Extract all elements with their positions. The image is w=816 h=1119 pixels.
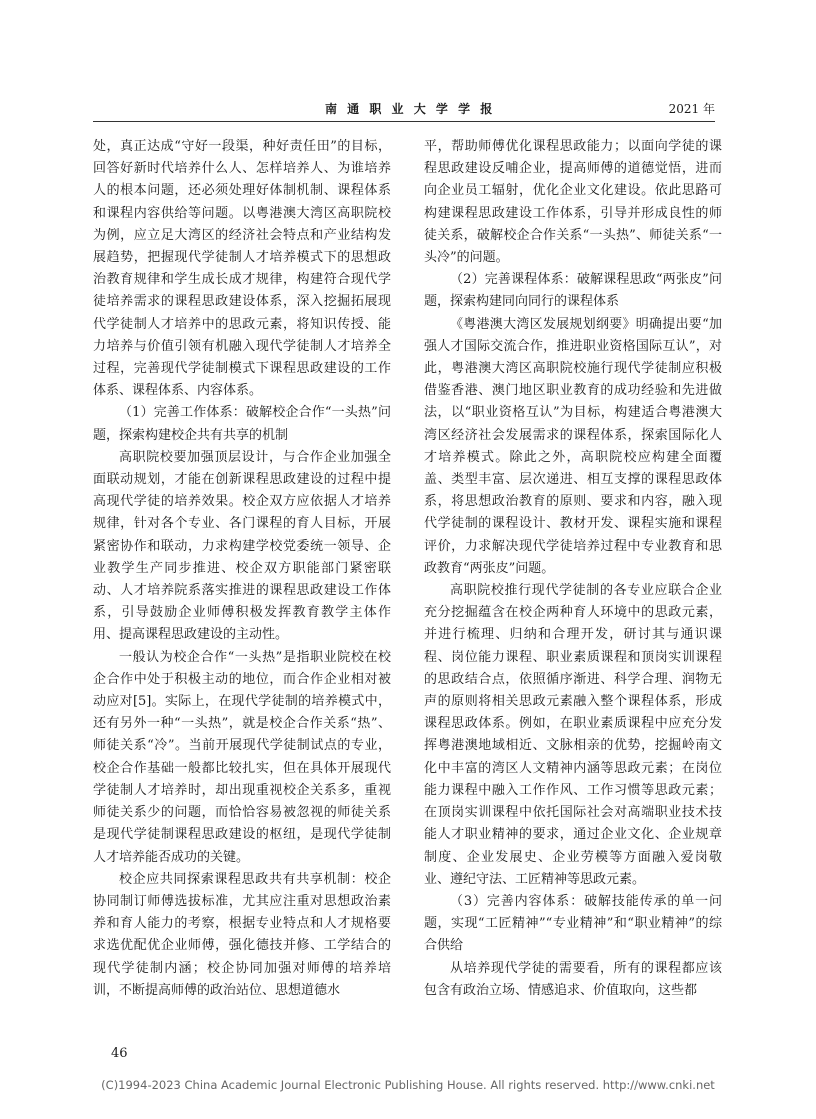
page-number: 46	[111, 1046, 128, 1061]
paragraph: 从培养现代学徒的需要看，所有的课程都应该包含有政治立场、情感追求、价值取向，这些都	[424, 960, 722, 998]
paragraph: 高职院校推行现代学徒制的各专业应联合企业充分挖掘蕴含在校企两种育人环境中的思政元素，并进行梳理、归纳和合理开发，研讨其与通识课程、岗位能力课程、职业素质课程和顶岗实训课程的思政结合点，依照循序渐进、科学合理、润物无声的原则将相关思政元素融入整个课程体系，形成课程思政体系。例如，在职业素质课程中应充分发挥粤港澳地域相近、文脉相亲的优势，挖掘岭南文化中丰富的湾区人文精神内涵等思政元素；在岗位能力课程中融入工作作风、工作习惯等思政元素；在顶岗实训课程中依托国际社会对高端职业技术技能人才职业精神的要求，通过企业文化、企业规章制度、企业发展史、企业劳模等方面融入爱岗敬业、遵纪守法、工匠精神等思政元素。	[424, 583, 722, 887]
paragraph: 校企应共同探索课程思政共有共享机制：校企协同制订师傅选拔标准，尤其应注重对思想政治素养和育人能力的考察，根据专业特点和人才规格要求选优配优企业师傅，强化德技并修、工学结合的现代学徒制内涵；校企协同加强对师傅的培养培训，不断提高师傅的政治站位、思想道德水	[93, 871, 391, 998]
journal-name: 南 通 职 业 大 学 学 报	[325, 102, 496, 116]
left-column	[93, 136, 391, 1002]
right-column	[424, 136, 722, 1002]
section-heading: （1）完善工作体系：破解校企合作“一头热”问题，探索构建校企共有共享的机制	[93, 405, 391, 443]
paragraph: 《粤港澳大湾区发展规划纲要》明确提出要“加强人才国际交流合作，推进职业资格国际互认”，对此，粤港澳大湾区高职院校施行现代学徒制应积极借鉴香港、澳门地区职业教育的成功经验和先进做法，以“职业资格互认”为目标，构建适合粤港澳大湾区经济社会发展需求的课程体系，探索国际化人才培养模式。除此之外，高职院校应构建全面覆盖、类型丰富、层次递进、相互支撑的课程思政体系，将思想政治教育的原则、要求和内容，融入现代学徒制的课程设计、教材开发、课程实施和课程评价，力求解决现代学徒培养过程中专业教育和思政教育“两张皮”问题。	[424, 316, 722, 576]
header-rule	[93, 121, 715, 122]
paragraph: 一般认为校企合作“一头热”是指职业院校在校企合作中处于积极主动的地位，而合作企业相对被动应对[5]。实际上，在现代学徒制的培养模式中，还有另外一种“一头热”，就是校企合作关系“热”、师徒关系“冷”。当前开展现代学徒制试点的专业，校企合作基础一般都比较扎实，但在具体开展现代学徒制人才培养时，却出现重视校企关系多，重视师徒关系少的问题，而恰恰容易被忽视的师徒关系是现代学徒制课程思政建设的枢纽，是现代学徒制人才培养能否成功的关键。	[93, 649, 391, 865]
copyright-footer: (C)1994-2023 China Academic Journal Electronic Publishing House. All rights reserved. http://www.cnki.net	[101, 1078, 715, 1092]
section-heading: （3）完善内容体系：破解技能传承的单一问题，实现“工匠精神”“专业精神”和“职业精神”的综合供给	[424, 893, 722, 954]
paragraph: 处，真正达成“守好一段渠，种好责任田”的目标，回答好新时代培养什么人、怎样培养人、为谁培养人的根本问题，还必须处理好体制机制、课程体系和课程内容供给等问题。以粤港澳大湾区高职院校为例，应立足大湾区的经济社会特点和产业结构发展趋势，把握现代学徒制人才培养模式下的思想政治教育规律和学生成长成才规律，构建符合现代学徒培养需求的课程思政建设体系，深入挖掘拓展现代学徒制人才培养中的思政元素，将知识传授、能力培养与价值引领有机融入现代学徒制人才培养全过程，完善现代学徒制模式下课程思政建设的工作体系、课程体系、内容体系。	[93, 139, 391, 399]
issue-year: 2021 年	[668, 102, 715, 116]
paragraph: 平，帮助师傅优化课程思政能力；以面向学徒的课程思政建设反哺企业，提高师傅的道德觉悟，进而向企业员工辐射，优化企业文化建设。依此思路可构建课程思政建设工作体系，引导并形成良性的师徒关系，破解校企合作关系“一头热”、师徒关系“一头冷”的问题。	[424, 139, 722, 266]
running-header	[93, 100, 715, 118]
section-heading: （2）完善课程体系：破解课程思政“两张皮”问题，探索构建同向同行的课程体系	[424, 272, 722, 310]
paragraph: 高职院校要加强顶层设计，与合作企业加强全面联动规划，才能在创新课程思政建设的过程中提高现代学徒的培养效果。校企双方应依据人才培养规律，针对各个专业、各门课程的育人目标，开展紧密协作和联动，力求构建学校党委统一领导、企业教学生产同步推进、校企双方职能部门紧密联动、人才培养院系落实推进的课程思政建设工作体系，引导鼓励企业师傅积极发挥教育教学主体作用、提高课程思政建设的主动性。	[93, 449, 391, 643]
